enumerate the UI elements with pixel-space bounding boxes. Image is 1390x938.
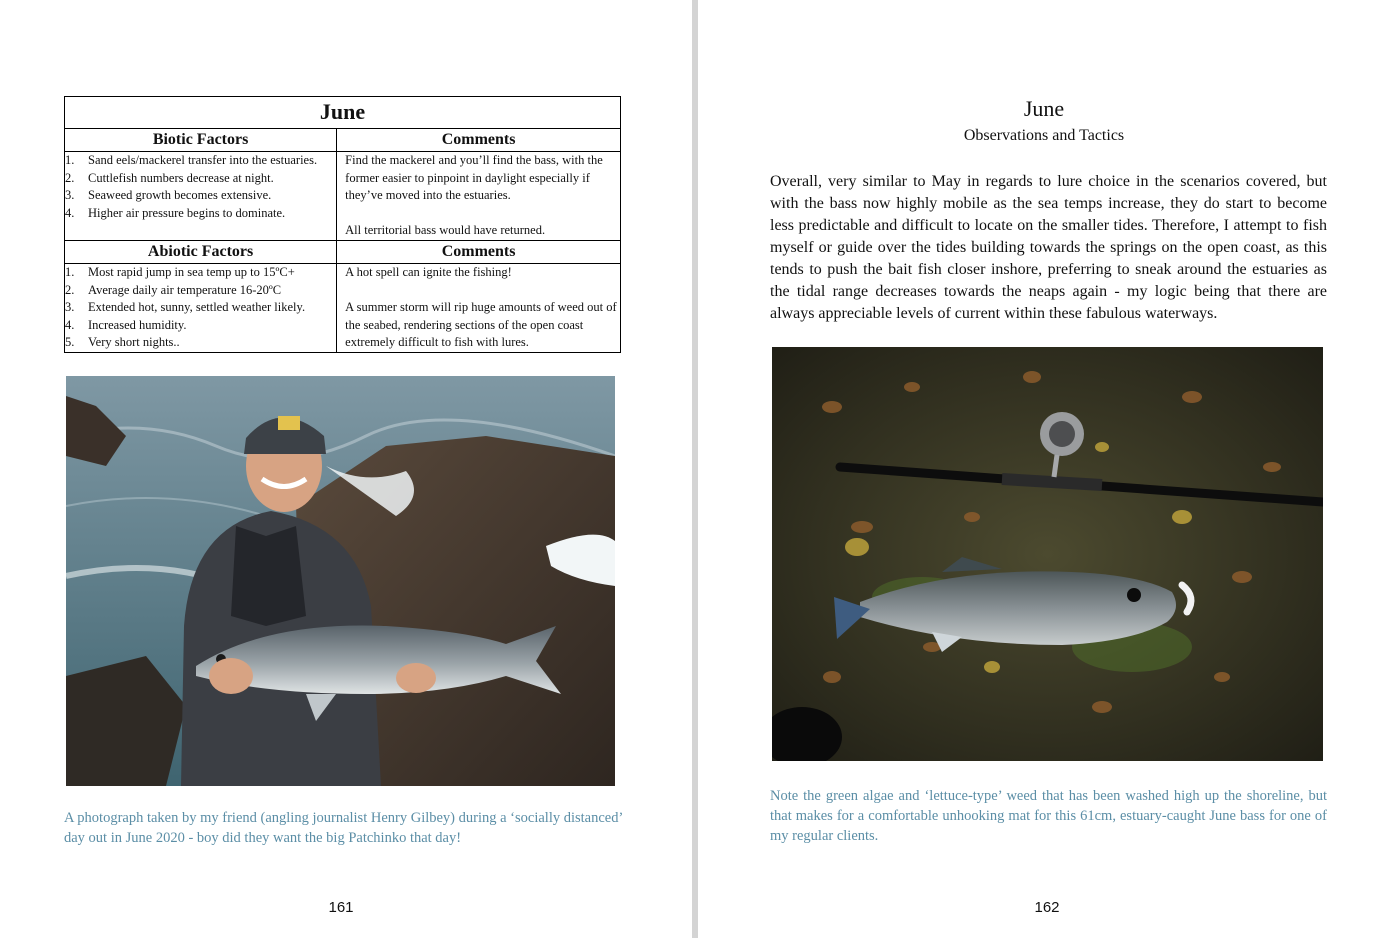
- list-item: 4. Increased humidity.: [65, 317, 187, 332]
- comment-text: Find the mackerel and you’ll find the bass, with the former easier to pinpoint in daylight especially if they’ve moved into the estuaries.: [345, 153, 603, 203]
- table-title: June: [65, 97, 621, 129]
- list-item: 1. Most rapid jump in sea temp up to 15ºC+: [65, 264, 295, 279]
- biotic-comments-header: Comments: [337, 129, 621, 152]
- angler-with-bass-photo: [66, 376, 615, 786]
- abiotic-factors-list: [65, 264, 336, 352]
- page-number-162: 162: [1034, 899, 1060, 916]
- body-paragraph: Overall, very similar to May in regards to lure choice in the scenarios covered, but with the bass now highly mobile as the sea temps increase, they do start to become less predictable and difficult to locate on the smaller tides. Therefore, I attempt to fish myself or guide over the tides building towards the springs on the open coast, as this tends to push the bait fish closer inshore, preferring to sneak around the estuaries as the tidal range decreases towards the neaps again - my logic being that there are always appreciable levels of current within these fabulous waterways.: [770, 173, 1327, 322]
- abiotic-comments-cell: [337, 263, 621, 352]
- list-item: 3. Seaweed growth becomes extensive.: [65, 188, 272, 203]
- list-item: 2. Cuttlefish numbers decrease at night.: [65, 170, 274, 185]
- june-factors-table: [64, 96, 621, 353]
- right-photo-caption: Note the green algae and ‘lettuce-type’ weed that has been washed high up the shoreline, but that makes for a comfortable unhooking mat for this 61cm, estuary-caught June bass for one of my regular clients.: [770, 788, 1327, 844]
- comment-text: All territorial bass would have returned.: [345, 223, 546, 238]
- biotic-factors-list: [65, 152, 336, 222]
- biotic-comments-cell: [337, 152, 621, 241]
- page-number-161: 161: [328, 899, 354, 916]
- list-item: 4. Higher air pressure begins to dominate.: [65, 205, 286, 220]
- right-page: [698, 0, 1390, 938]
- list-item: 2. Average daily air temperature 16-20ºC: [65, 282, 282, 297]
- abiotic-factors-cell: [65, 263, 337, 352]
- biotic-factors-header: Biotic Factors: [65, 129, 337, 152]
- abiotic-factors-header: Abiotic Factors: [65, 240, 337, 263]
- left-photo-caption: A photograph taken by my friend (angling journalist Henry Gilbey) during a ‘socially distanced’ day out in June 2020 - boy did they want the big Patchinko that day!: [64, 810, 623, 846]
- page-subtitle: Observations and Tactics: [963, 127, 1125, 144]
- comment-text: A hot spell can ignite the fishing!: [345, 264, 512, 279]
- left-page: [0, 0, 692, 938]
- list-item: 3. Extended hot, sunny, settled weather likely.: [65, 300, 306, 315]
- abiotic-comments-header: Comments: [337, 240, 621, 263]
- comment-text: A summer storm will rip huge amounts of weed out of the seabed, rendering sections of the open coast extremely difficult to fish with lures.: [345, 300, 617, 350]
- biotic-factors-cell: [65, 152, 337, 241]
- page-title: June: [1023, 96, 1065, 121]
- list-item: 5. Very short nights..: [65, 335, 180, 350]
- bass-on-weed-photo: [772, 347, 1323, 761]
- list-item: 1. Sand eels/mackerel transfer into the estuaries.: [65, 153, 318, 167]
